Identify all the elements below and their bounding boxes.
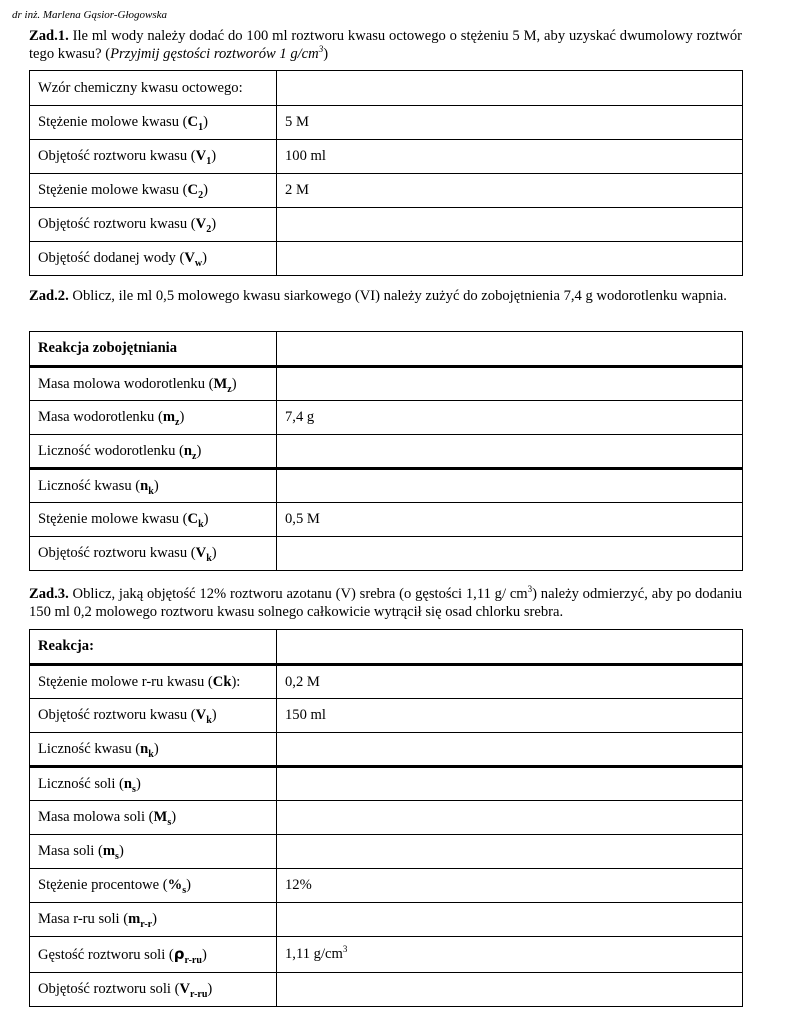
row-value[interactable]	[277, 367, 743, 401]
table-row	[30, 469, 743, 503]
row-label: Stężenie molowe kwasu $(C_k)$	[30, 503, 277, 537]
task-2-question: Oblicz, ile ml 0,5 molowego kwasu siarkowego (VI) należy zużyć do zobojętnienia 7,4 g wodorotlenku wapnia.	[68, 288, 727, 304]
task-3-question-b: ) należy odmierzyć, aby po dodaniu 150 ml 0,2 molowego roztworu kwasu solnego całkowicie wytrącił się osad chlorku srebra.	[29, 586, 742, 620]
reaction-value[interactable]	[277, 332, 743, 367]
author-header: dr inż. Marlena Gąsior-Głogowska	[12, 9, 168, 21]
row-value[interactable]: 2 M	[277, 174, 743, 208]
row-label: Stężenie procentowe $(\%_s)$	[30, 869, 277, 903]
row-label: Objętość roztworu kwasu $(V_1)$	[30, 140, 277, 174]
task-1-table	[29, 70, 743, 276]
row-label: Liczność soli $(n_s)$	[30, 767, 277, 801]
table-row	[30, 835, 743, 869]
row-label: Masa wodorotlenku $(m_z)$	[30, 401, 277, 435]
row-label: Gęstość roztworu soli $(\rho_{r-ru})$	[30, 937, 277, 973]
table-row	[30, 435, 743, 469]
row-label: Objętość roztworu kwasu $(V_2)$	[30, 208, 277, 242]
table-row	[30, 71, 743, 106]
row-label: Masa soli $(m_s)$	[30, 835, 277, 869]
reaction-label: Reakcja zobojętniania	[30, 332, 277, 367]
task-3-question-sup: 3	[527, 584, 533, 595]
task-3-table	[29, 629, 743, 1007]
row-value[interactable]	[277, 537, 743, 571]
row-value[interactable]: 0,5 M	[277, 503, 743, 537]
reaction-label: Reakcja:	[30, 630, 277, 665]
row-label: Stężenie molowe kwasu $(C_1)$	[30, 106, 277, 140]
row-label: Masa molowa wodorotlenku $(M_z)$	[30, 367, 277, 401]
table-header-row	[30, 332, 743, 367]
row-label: Liczność wodorotlenku $(n_z)$	[30, 435, 277, 469]
row-value[interactable]	[277, 242, 743, 276]
table-row	[30, 665, 743, 699]
row-label: Liczność kwasu $(n_k)$	[30, 469, 277, 503]
row-label: Objętość roztworu soli $(V_{r-ru})$	[30, 973, 277, 1007]
task-1-label: Zad.1.	[29, 28, 69, 44]
table-header-row	[30, 630, 743, 665]
row-value[interactable]: 1,11 $g/cm^3$	[277, 937, 743, 973]
table-row	[30, 208, 743, 242]
table-row	[30, 973, 743, 1007]
row-label: Objętość dodanej wody $(V_w)$	[30, 242, 277, 276]
row-value[interactable]	[277, 469, 743, 503]
task-1-note: Przyjmij gęstości roztworów 1 g/cm	[110, 46, 319, 62]
table-row	[30, 367, 743, 401]
table-row	[30, 106, 743, 140]
table-row	[30, 503, 743, 537]
row-value[interactable]	[277, 973, 743, 1007]
table-row	[30, 242, 743, 276]
table-row	[30, 937, 743, 973]
row-value[interactable]	[277, 801, 743, 835]
table-row	[30, 140, 743, 174]
row-label: Liczność kwasu $(n_k)$	[30, 733, 277, 767]
table-row	[30, 903, 743, 937]
task-1-text	[29, 27, 742, 63]
table-row	[30, 733, 743, 767]
row-value[interactable]: 0,2 M	[277, 665, 743, 699]
row-value[interactable]	[277, 208, 743, 242]
task-1-note-sup: 3	[318, 44, 324, 55]
row-value[interactable]	[277, 435, 743, 469]
table-row	[30, 801, 743, 835]
row-value[interactable]: 100 ml	[277, 140, 743, 174]
row-label: Wzór chemiczny kwasu octowego:	[30, 71, 277, 106]
table-row	[30, 401, 743, 435]
task-2-text	[29, 287, 742, 305]
row-value[interactable]: 12%	[277, 869, 743, 903]
task-2-table	[29, 331, 743, 571]
row-label: Masa molowa soli $(M_s)$	[30, 801, 277, 835]
row-label: Stężenie molowe r-ru kwasu (Ck):	[30, 665, 277, 699]
task-1-close: )	[323, 46, 329, 62]
row-value[interactable]	[277, 835, 743, 869]
task-3-text	[29, 585, 742, 621]
table-row	[30, 537, 743, 571]
row-value[interactable]	[277, 903, 743, 937]
table-row	[30, 767, 743, 801]
row-value[interactable]	[277, 767, 743, 801]
task-3-label: Zad.3.	[29, 586, 69, 602]
table-row	[30, 174, 743, 208]
row-label: Stężenie molowe kwasu $(C_2)$	[30, 174, 277, 208]
row-value[interactable]: 150 ml	[277, 699, 743, 733]
task-1-question: Ile ml wody należy dodać do 100 ml roztworu kwasu octowego o stężeniu 5 M, aby uzyskać dwumolowy roztwór tego kwasu? (	[29, 28, 742, 62]
row-value[interactable]	[277, 71, 743, 106]
task-3-question-a: Oblicz, jaką objętość 12% roztworu azotanu (V) srebra (o gęstości 1,11 g/ cm	[68, 586, 528, 602]
row-label: Objętość roztworu kwasu $(V_k)$	[30, 699, 277, 733]
reaction-value[interactable]	[277, 630, 743, 665]
table-row	[30, 869, 743, 903]
task-2-label: Zad.2.	[29, 288, 69, 304]
row-label: Masa r-ru soli $(m_{r-r})$	[30, 903, 277, 937]
row-label: Objętość roztworu kwasu $(V_k)$	[30, 537, 277, 571]
row-value[interactable]: 5 M	[277, 106, 743, 140]
row-value[interactable]: 7,4 g	[277, 401, 743, 435]
table-row	[30, 699, 743, 733]
row-value[interactable]	[277, 733, 743, 767]
